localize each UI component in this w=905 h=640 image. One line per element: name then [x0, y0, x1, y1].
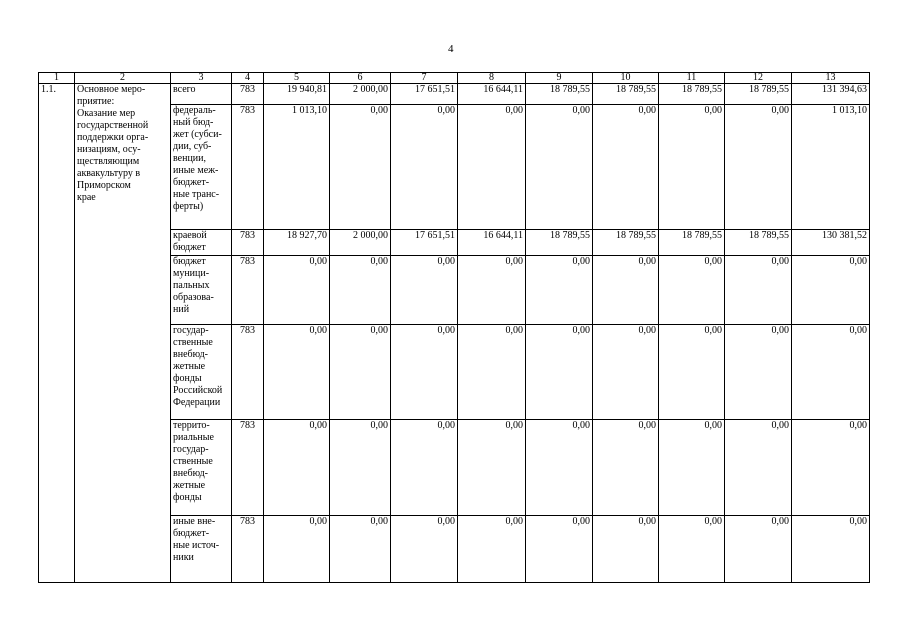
amount-cell: 0,00 — [526, 420, 593, 516]
amount-cell: 0,00 — [458, 516, 526, 583]
funding-source-line: ственные — [173, 337, 213, 348]
amount-cell: 0,00 — [526, 325, 593, 420]
column-number-cell: 12 — [725, 73, 792, 84]
budget-table — [38, 72, 870, 583]
funding-source-line: венции, — [173, 153, 207, 164]
code-cell: 783 — [232, 516, 264, 583]
column-number-cell: 9 — [526, 73, 593, 84]
item-title-line: низациям, осу- — [77, 144, 141, 155]
amount-cell: 0,00 — [593, 420, 659, 516]
amount-cell: 0,00 — [593, 105, 659, 230]
amount-cell: 0,00 — [792, 420, 870, 516]
funding-source-line: ферты) — [173, 201, 204, 212]
funding-source-line: внебюд- — [173, 468, 208, 479]
funding-source-line: краевой — [173, 230, 207, 241]
item-title-line: Оказание мер — [77, 108, 136, 119]
amount-cell: 0,00 — [330, 516, 391, 583]
amount-cell: 0,00 — [725, 420, 792, 516]
amount-cell: 2 000,00 — [330, 230, 391, 256]
column-number-cell: 1 — [39, 73, 75, 84]
item-title-cell — [75, 84, 171, 583]
amount-cell: 1 013,10 — [264, 105, 330, 230]
funding-source-line: федераль- — [173, 105, 216, 116]
amount-cell: 18 789,55 — [725, 84, 792, 105]
amount-cell: 16 644,11 — [458, 84, 526, 105]
code-cell: 783 — [232, 84, 264, 105]
funding-source-line: Федерации — [173, 397, 221, 408]
amount-cell: 0,00 — [264, 516, 330, 583]
amount-cell: 0,00 — [391, 420, 458, 516]
funding-source-cell — [171, 516, 232, 583]
funding-source-cell — [171, 230, 232, 256]
amount-cell: 0,00 — [391, 516, 458, 583]
code-cell: 783 — [232, 325, 264, 420]
amount-cell: 17 651,51 — [391, 84, 458, 105]
amount-cell: 2 000,00 — [330, 84, 391, 105]
funding-source-line: Российской — [173, 385, 223, 396]
amount-cell: 18 789,55 — [526, 230, 593, 256]
column-number-cell: 5 — [264, 73, 330, 84]
item-title-line: государственной — [77, 120, 149, 131]
amount-cell: 0,00 — [725, 516, 792, 583]
page-number: 4 — [448, 43, 454, 55]
item-title-line: аквакультуру в — [77, 168, 141, 179]
funding-source-line: пальных — [173, 280, 210, 291]
funding-source-line: образова- — [173, 292, 214, 303]
item-title-line: Основное меро- — [77, 84, 146, 95]
amount-cell: 0,00 — [593, 256, 659, 325]
amount-cell: 0,00 — [391, 325, 458, 420]
amount-cell: 0,00 — [264, 325, 330, 420]
amount-cell: 16 644,11 — [458, 230, 526, 256]
column-number-cell: 3 — [171, 73, 232, 84]
amount-cell: 0,00 — [458, 105, 526, 230]
amount-cell: 0,00 — [526, 516, 593, 583]
amount-cell: 0,00 — [526, 256, 593, 325]
funding-source-line: ные транс- — [173, 189, 220, 200]
column-number-cell: 13 — [792, 73, 870, 84]
funding-source-line: всего — [173, 84, 196, 95]
code-cell: 783 — [232, 230, 264, 256]
amount-cell: 18 789,55 — [659, 84, 725, 105]
funding-source-line: ники — [173, 552, 194, 563]
funding-source-line: фонды — [173, 373, 202, 384]
amount-cell: 0,00 — [391, 105, 458, 230]
amount-cell: 18 789,55 — [593, 84, 659, 105]
amount-cell: 18 789,55 — [593, 230, 659, 256]
code-cell: 783 — [232, 256, 264, 325]
item-title-line: ществляющим — [77, 156, 140, 167]
amount-cell: 18 789,55 — [725, 230, 792, 256]
table-row — [39, 84, 870, 105]
amount-cell: 0,00 — [330, 256, 391, 325]
amount-cell: 0,00 — [458, 420, 526, 516]
funding-source-line: ные источ- — [173, 540, 220, 551]
amount-cell: 19 940,81 — [264, 84, 330, 105]
funding-source-line: муници- — [173, 268, 210, 279]
item-number-cell: 1.1. — [39, 84, 75, 583]
funding-source-line: государ- — [173, 444, 209, 455]
code-cell: 783 — [232, 105, 264, 230]
amount-cell: 18 789,55 — [526, 84, 593, 105]
amount-cell: 0,00 — [264, 256, 330, 325]
column-number-cell: 6 — [330, 73, 391, 84]
funding-source-line: бюджет- — [173, 528, 210, 539]
amount-cell: 0,00 — [659, 256, 725, 325]
amount-cell: 0,00 — [330, 105, 391, 230]
column-number-cell: 10 — [593, 73, 659, 84]
amount-cell: 0,00 — [391, 256, 458, 325]
amount-cell: 0,00 — [725, 256, 792, 325]
funding-source-line: иные меж- — [173, 165, 219, 176]
amount-cell: 0,00 — [330, 420, 391, 516]
amount-cell: 0,00 — [659, 325, 725, 420]
funding-source-line: жетные — [173, 361, 206, 372]
item-title-line: поддержки орга- — [77, 132, 149, 143]
item-title-line: приятие: — [77, 96, 115, 107]
amount-cell: 0,00 — [458, 256, 526, 325]
funding-source-line: жетные — [173, 480, 206, 491]
amount-cell: 0,00 — [593, 325, 659, 420]
amount-cell: 131 394,63 — [792, 84, 870, 105]
column-number-cell: 11 — [659, 73, 725, 84]
amount-cell: 1 013,10 — [792, 105, 870, 230]
funding-source-cell — [171, 420, 232, 516]
item-title-line: крае — [77, 192, 96, 203]
amount-cell: 0,00 — [330, 325, 391, 420]
amount-cell: 0,00 — [659, 420, 725, 516]
column-number-cell: 7 — [391, 73, 458, 84]
funding-source-line: жет (субси- — [173, 129, 222, 140]
funding-source-line: ственные — [173, 456, 213, 467]
funding-source-line: бюджет — [173, 242, 206, 253]
amount-cell: 0,00 — [593, 516, 659, 583]
amount-cell: 17 651,51 — [391, 230, 458, 256]
code-cell: 783 — [232, 420, 264, 516]
amount-cell: 130 381,52 — [792, 230, 870, 256]
funding-source-line: бюджет- — [173, 177, 210, 188]
funding-source-cell — [171, 325, 232, 420]
funding-source-cell — [171, 256, 232, 325]
amount-cell: 18 789,55 — [659, 230, 725, 256]
amount-cell: 0,00 — [792, 325, 870, 420]
funding-source-line: дии, суб- — [173, 141, 212, 152]
column-number-cell: 8 — [458, 73, 526, 84]
funding-source-line: террито- — [173, 420, 210, 431]
funding-source-line: внебюд- — [173, 349, 208, 360]
funding-source-line: ный бюд- — [173, 117, 214, 128]
header-row — [39, 73, 870, 84]
item-title-line: Приморском — [77, 180, 131, 191]
amount-cell: 0,00 — [792, 516, 870, 583]
amount-cell: 0,00 — [264, 420, 330, 516]
funding-source-line: фонды — [173, 492, 202, 503]
amount-cell: 0,00 — [725, 105, 792, 230]
column-number-cell: 4 — [232, 73, 264, 84]
amount-cell: 18 927,70 — [264, 230, 330, 256]
funding-source-line: бюджет — [173, 256, 206, 267]
amount-cell: 0,00 — [526, 105, 593, 230]
funding-source-cell — [171, 105, 232, 230]
amount-cell: 0,00 — [659, 105, 725, 230]
amount-cell: 0,00 — [725, 325, 792, 420]
amount-cell: 0,00 — [792, 256, 870, 325]
amount-cell: 0,00 — [659, 516, 725, 583]
column-number-cell: 2 — [75, 73, 171, 84]
funding-source-cell — [171, 84, 232, 105]
funding-source-line: иные вне- — [173, 516, 216, 527]
funding-source-line: государ- — [173, 325, 209, 336]
amount-cell: 0,00 — [458, 325, 526, 420]
funding-source-line: риальные — [173, 432, 214, 443]
funding-source-line: ний — [173, 304, 190, 315]
